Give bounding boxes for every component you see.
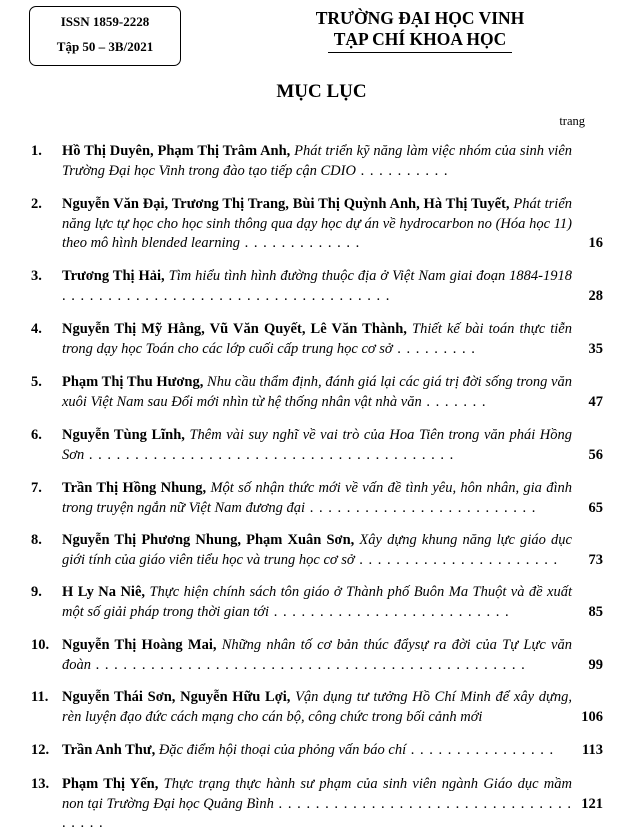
volume-number: Tập 50 – 3B/2021	[56, 39, 154, 54]
toc-title: MỤC LỤC	[276, 81, 367, 102]
entry-title: Thêm vài suy nghĩ về vai trò của Hoa Tiên trong văn phái Hồng Sơn	[62, 427, 572, 463]
entry-leader-dots: . . . . . . . . .	[392, 340, 476, 357]
journal-name: TẠP CHÍ KHOA HỌC	[333, 29, 507, 49]
entry-leader-dots: . . . . . . . . . . . . . . . . . . . . . . . . . . . . . . . . . . . . . . . . . . . . . . .	[91, 656, 526, 673]
entry-number: 8.	[31, 532, 42, 548]
entry-authors: Phạm Thị Thu Hương,	[62, 374, 204, 390]
entry-number: 9.	[31, 584, 42, 600]
entry-page: 28	[588, 287, 603, 304]
entry-title: Tìm hiểu tình hình đường thuộc địa ở Việt Nam giai đoạn 1884-1918	[168, 268, 573, 284]
entry-title: Thực trạng thực hành sư phạm của sinh viên ngành Giáo dục mầm non tại Trường Đại học Quảng Bình	[62, 776, 573, 812]
entry-title: Thiết kế bài toán thực tiễn trong dạy học Toán cho các lớp cuối cấp trung học cơ sở	[62, 321, 572, 357]
entry-page: 85	[588, 603, 603, 620]
entry-number: 10.	[31, 637, 50, 653]
entry-title: Vận dụng tư tưởng Hồ Chí Minh để xây dựng, rèn luyện đạo đức cách mạng cho cán bộ, công chức trong bối cảnh mới	[62, 689, 573, 725]
entry-number: 12.	[31, 742, 50, 758]
entry-authors: Trần Thị Hồng Nhung,	[62, 480, 207, 496]
entry-page: 65	[588, 499, 603, 516]
entry-title: Một số nhận thức mới về vấn đề tình yêu, hôn nhân, gia đình trong truyện ngắn nữ Việt Nam đương đại	[62, 480, 573, 516]
issn-box	[29, 6, 181, 66]
entry-leader-dots: . . . . . . . . . . . . . . . . . . . . . . . . . . . . . . . . . . . . .	[62, 795, 573, 831]
header-underline	[328, 52, 512, 53]
entry-authors: Nguyễn Thị Mỹ Hằng, Vũ Văn Quyết, Lê Văn Thành,	[62, 321, 407, 337]
entry-title: Phát triển kỹ năng làm việc nhóm của sinh viên Trường Đại học Vinh trong đào tạo tiếp cận CDIO	[62, 143, 573, 179]
page-column-label: trang	[559, 114, 585, 128]
entry-authors: Hồ Thị Duyên, Phạm Thị Trâm Anh,	[62, 143, 291, 159]
entry-number: 7.	[31, 480, 42, 496]
entry-leader-dots: . . . . . . . . . . . . . . . . . . . . . . . . . . . . . . . . . . . . . . . .	[84, 446, 455, 463]
journal-header	[300, 8, 540, 53]
entry-number: 5.	[31, 374, 42, 390]
entry-page: 73	[588, 551, 603, 568]
entry-leader-dots: . . . . . . . . . . . . . . . . . . . . . .	[354, 551, 559, 568]
entry-page: 113	[582, 742, 603, 758]
entry-leader-dots: . . . . . . . . . . . . . . . .	[406, 742, 555, 758]
entry-title: Đặc điểm hội thoại của phỏng vấn báo chí	[158, 742, 407, 758]
entry-number: 4.	[31, 321, 42, 337]
entry-authors: Nguyễn Thị Hoàng Mai,	[62, 637, 217, 653]
entry-page: 99	[588, 656, 603, 673]
issn-number: ISSN 1859-2228	[60, 14, 150, 29]
entry-leader-dots: . . . . . . . . . . . . .	[240, 235, 361, 251]
entry-leader-dots: . . . . . . . . . . . . . . . . . . . . . . . . .	[305, 499, 537, 516]
entry-number: 2.	[31, 196, 42, 212]
entry-authors: Nguyễn Thị Phương Nhung, Phạm Xuân Sơn,	[62, 532, 355, 548]
entry-title: Nhu cầu thẩm định, đánh giá lại các giá trị đời sống trong văn xuôi Việt Nam sau Đổi mới nhìn từ hệ thống nhân vật nhà văn	[62, 374, 572, 410]
entry-page: 47	[588, 393, 603, 410]
entry-leader-dots: . . . . . . .	[421, 393, 487, 410]
entry-number: 6.	[31, 427, 42, 443]
entry-number: 1.	[31, 143, 42, 159]
entry-number: 13.	[31, 776, 50, 792]
university-name: TRƯỜNG ĐẠI HỌC VINH	[315, 8, 525, 28]
entry-page: 121	[581, 795, 603, 812]
entry-authors: Nguyễn Văn Đại, Trương Thị Trang, Bùi Thị Quỳnh Anh, Hà Thị Tuyết,	[62, 196, 510, 212]
entry-leader-dots: . . . . . . . . . . . . . . . . . . . . . . . . . .	[269, 603, 510, 620]
entry-authors: Trương Thị Hải,	[62, 268, 165, 284]
entry-number: 3.	[31, 268, 42, 284]
entry-title: Những nhân tố cơ bản thúc đẩysự ra đời của Tự Lực văn đoàn	[62, 637, 572, 673]
entry-title: Xây dựng khung năng lực giáo dục giới tính của giáo viên tiểu học và trung học cơ sở	[62, 532, 572, 568]
entry-authors: Nguyễn Thái Sơn, Nguyễn Hữu Lợi,	[62, 689, 291, 705]
entry-authors: Phạm Thị Yến,	[62, 776, 159, 792]
entry-leader-dots: . . . . . . . . . . . . . . . . . . . . . . . . . . . . . . . . . . . .	[62, 287, 391, 304]
entry-authors: Trần Anh Thư,	[62, 742, 156, 758]
entry-page: 56	[588, 446, 603, 463]
entry-page: 106	[581, 708, 603, 725]
entry-authors: H Ly Na Niê,	[62, 584, 146, 600]
entry-title: Phát triển năng lực tự học cho học sinh thông qua dạy học dự án về hydrocarbon no (Hóa học 11) theo mô hình blended learning	[62, 196, 573, 251]
entry-page: 35	[588, 340, 603, 357]
entry-authors: Nguyễn Tùng Lĩnh,	[62, 427, 185, 443]
entry-title: Thực hiện chính sách tôn giáo ở Thành phố Buôn Ma Thuột và đề xuất một số giải pháp trong thời gian tới	[62, 584, 573, 620]
entry-number: 11.	[31, 689, 49, 705]
entry-leader-dots: . . . . . . . . . .	[355, 162, 449, 179]
entry-page: 16	[588, 235, 603, 251]
